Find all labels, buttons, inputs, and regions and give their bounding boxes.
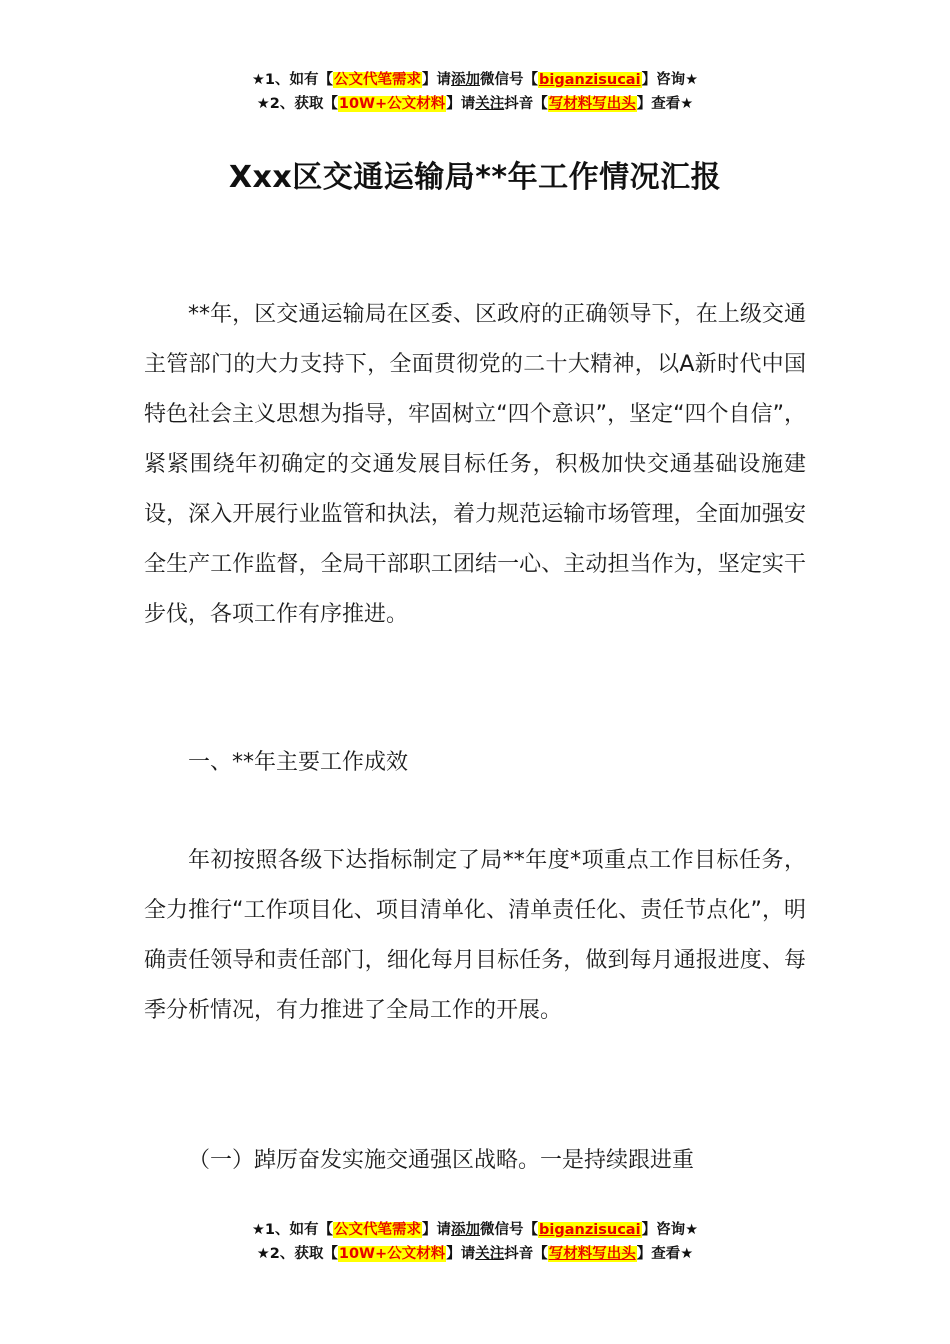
banner-highlight: 10W+公文材料 — [338, 96, 446, 112]
banner-text: 抖音【 — [504, 1246, 548, 1262]
banner-underline: 关注 — [475, 1246, 505, 1262]
banner-line-1 — [0, 1218, 950, 1242]
banner-text: ★1、如有【 — [251, 72, 334, 88]
banner-highlight: biganzisucai — [539, 72, 641, 88]
banner-text: 】请 — [446, 96, 476, 112]
banner-text: 微信号【 — [480, 72, 539, 88]
banner-text: 】咨询★ — [641, 72, 699, 88]
banner-text: ★1、如有【 — [251, 1222, 334, 1238]
banner-text: 】请 — [422, 1222, 452, 1238]
banner-text: 抖音【 — [504, 96, 548, 112]
banner-text: 】请 — [446, 1246, 476, 1262]
paragraph-intro: **年，区交通运输局在区委、区政府的正确领导下，在上级交通主管部门的大力支持下，全面贯彻党的二十大精神，以A新时代中国特色社会主义思想为指导，牢固树立“四个意识”，坚定“四个自信”，紧紧围绕年初确定的交通发展目标任务，积极加快交通基础设施建设，深入开展行业监管和执法，着力规范运输市场管理，全面加强安全生产工作监督，全局干部职工团结一心、主动担当作为，坚定实干步伐，各项工作有序推进。 — [144, 302, 806, 627]
banner-text: 】查看★ — [636, 96, 694, 112]
banner-text: 】咨询★ — [641, 1222, 699, 1238]
section-heading: 一、**年主要工作成效 — [188, 750, 409, 775]
banner-underline: 关注 — [475, 96, 505, 112]
banner-highlight: 写材料写出头 — [548, 1246, 636, 1262]
header-banner — [0, 68, 950, 116]
banner-text: ★2、获取【 — [256, 1246, 338, 1262]
banner-line-2 — [0, 1242, 950, 1266]
banner-text: 微信号【 — [480, 1222, 539, 1238]
paragraph-section-1: （一）踔厉奋发实施交通强区战略。一是持续跟进重 — [188, 1148, 695, 1173]
banner-highlight: 公文代笔需求 — [334, 1222, 422, 1238]
banner-text: ★2、获取【 — [256, 96, 338, 112]
banner-text: 】查看★ — [636, 1246, 694, 1262]
banner-underline: 添加 — [451, 72, 481, 88]
banner-highlight: 10W+公文材料 — [338, 1246, 446, 1262]
banner-line-1 — [0, 68, 950, 92]
footer-banner — [0, 1218, 950, 1266]
banner-line-2 — [0, 92, 950, 116]
banner-highlight: biganzisucai — [539, 1222, 641, 1238]
banner-highlight: 公文代笔需求 — [334, 72, 422, 88]
paragraph-goals: 年初按照各级下达指标制定了局**年度*项重点工作目标任务，全力推行“工作项目化、项目清单化、清单责任化、责任节点化”，明确责任领导和责任部门，细化每月目标任务，做到每月通报进度、每季分析情况，有力推进了全局工作的开展。 — [144, 848, 806, 1023]
banner-highlight: 写材料写出头 — [548, 96, 636, 112]
banner-underline: 添加 — [451, 1222, 481, 1238]
document-title: Xxx区交通运输局**年工作情况汇报 — [228, 160, 722, 195]
banner-text: 】请 — [422, 72, 452, 88]
